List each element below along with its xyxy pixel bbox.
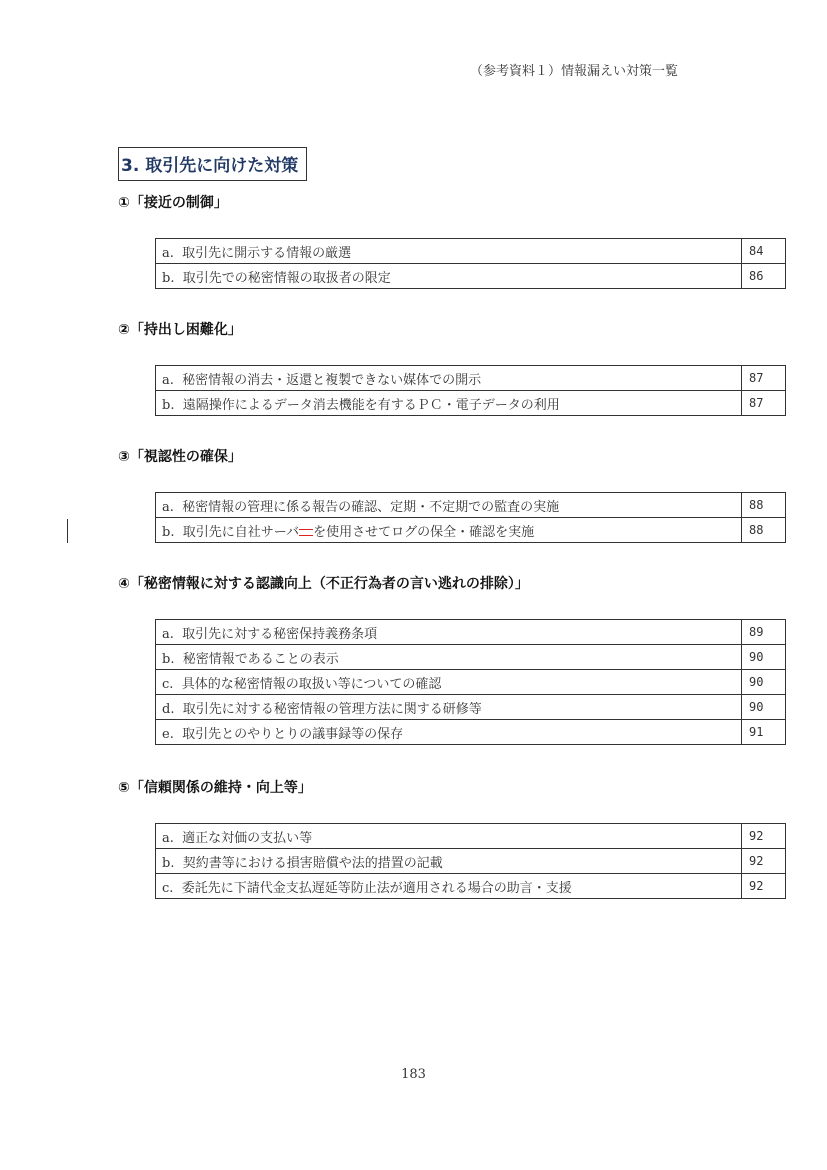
chapter-title: 3. 取引先に向けた対策: [118, 147, 307, 181]
table-row: [156, 264, 786, 289]
table-row: [156, 620, 786, 645]
item-cell: a. 秘密情報の消去・返還と複製できない媒体での開示: [156, 366, 742, 391]
page-ref: 84: [742, 239, 786, 264]
section-heading: ②「持出し困難化」: [118, 322, 242, 338]
change-bar: [67, 519, 68, 543]
table-row: [156, 695, 786, 720]
item-cell: b. 遠隔操作によるデータ消去機能を有するＰＣ・電子データの利用: [156, 391, 742, 416]
item-cell: e. 取引先とのやりとりの議事録等の保存: [156, 720, 742, 745]
item-cell: a. 適正な対価の支払い等: [156, 824, 742, 849]
table-row: [156, 824, 786, 849]
page-ref: 88: [742, 493, 786, 518]
item-cell: c. 委託先に下請代金支払遅延等防止法が適用される場合の助言・支援: [156, 874, 742, 899]
page-ref: 87: [742, 366, 786, 391]
page-ref: 90: [742, 670, 786, 695]
section-heading: ③「視認性の確保」: [118, 449, 242, 465]
item-table: [155, 238, 786, 289]
page-ref: 92: [742, 824, 786, 849]
table-row: [156, 239, 786, 264]
item-cell: b. 取引先に自社サーバ を使用させてログの保全・確認を実施: [156, 518, 742, 543]
item-cell: b. 契約書等における損害賠償や法的措置の記載: [156, 849, 742, 874]
table-row: [156, 720, 786, 745]
item-table: [155, 365, 786, 416]
page-ref: 89: [742, 620, 786, 645]
item-table: [155, 619, 786, 745]
table-row: [156, 391, 786, 416]
page-ref: 87: [742, 391, 786, 416]
section-heading: ⑤「信頼関係の維持・向上等」: [118, 780, 312, 796]
table-row: [156, 670, 786, 695]
section-visibility: [118, 446, 788, 540]
table-row: [156, 849, 786, 874]
table-row: [156, 518, 786, 543]
page-ref: 86: [742, 264, 786, 289]
page-number: 183: [401, 1067, 426, 1082]
table-row: [156, 645, 786, 670]
item-cell: d. 取引先に対する秘密情報の管理方法に関する研修等: [156, 695, 742, 720]
page-ref: 90: [742, 695, 786, 720]
table-row: [156, 366, 786, 391]
section-awareness: [118, 573, 788, 742]
revision-mark: [299, 529, 313, 536]
section-access-control: [118, 192, 788, 286]
item-cell: c. 具体的な秘密情報の取扱い等についての確認: [156, 670, 742, 695]
item-cell: b. 秘密情報であることの表示: [156, 645, 742, 670]
item-cell: b. 取引先での秘密情報の取扱者の限定: [156, 264, 742, 289]
item-cell: a. 取引先に対する秘密保持義務条項: [156, 620, 742, 645]
section-heading: ④「秘密情報に対する認識向上（不正行為者の言い逃れの排除）」: [118, 576, 529, 592]
section-heading: ①「接近の制御」: [118, 195, 228, 211]
page-ref: 92: [742, 874, 786, 899]
table-row: [156, 493, 786, 518]
page-ref: 88: [742, 518, 786, 543]
page-ref: 92: [742, 849, 786, 874]
item-table: [155, 823, 786, 899]
section-prevent-removal: [118, 319, 788, 413]
page-ref: 91: [742, 720, 786, 745]
item-cell: a. 秘密情報の管理に係る報告の確認、定期・不定期での監査の実施: [156, 493, 742, 518]
table-row: [156, 874, 786, 899]
item-cell: a. 取引先に開示する情報の厳選: [156, 239, 742, 264]
section-trust: [118, 777, 788, 896]
page-header: （参考資料１）情報漏えい対策一覧: [470, 64, 679, 79]
item-table: [155, 492, 786, 543]
page-ref: 90: [742, 645, 786, 670]
